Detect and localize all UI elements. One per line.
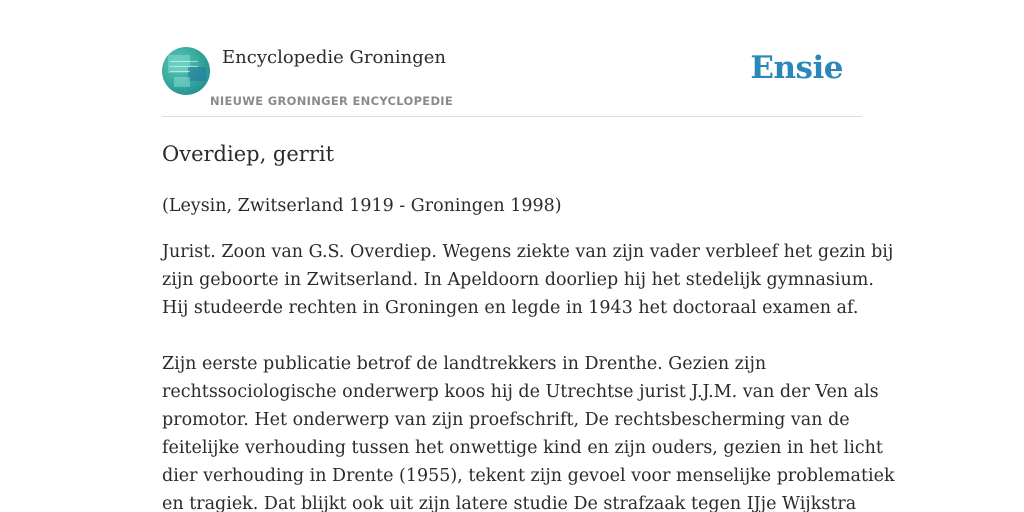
site-subtitle: NIEUWE GRONINGER ENCYCLOPEDIE <box>210 94 454 108</box>
paragraph-line: zijn geboorte in Zwitserland. In Apeldoorn doorliep hij het stedelijk gymnasium. <box>162 270 874 290</box>
paragraph-line: promotor. Het onderwerp van zijn proefschrift, De rechtsbescherming van de <box>162 410 850 430</box>
article-lifespan: (Leysin, Zwitserland 1919 - Groningen 1998) <box>162 196 562 216</box>
paragraph-line: dier verhouding in Drente (1955), tekent zijn gevoel voor menselijke problematiek <box>162 466 895 486</box>
paragraph-line: en tragiek. Dat blijkt ook uit zijn latere studie De strafzaak tegen IJje Wijkstra <box>162 494 857 512</box>
encyclopedie-groningen-logo-icon[interactable] <box>162 47 210 95</box>
article-paragraph-1 <box>162 238 894 322</box>
paragraph-line: Zijn eerste publicatie betrof de landtrekkers in Drenthe. Gezien zijn <box>162 354 767 374</box>
ensie-brand-logo[interactable]: Ensie <box>750 50 843 86</box>
site-header <box>162 46 862 117</box>
paragraph-line: feitelijke verhouding tussen het onwettige kind en zijn ouders, gezien in het licht <box>162 438 883 458</box>
paragraph-line: Jurist. Zoon van G.S. Overdiep. Wegens ziekte van zijn vader verbleef het gezin bij <box>162 242 894 262</box>
article-paragraph-2 <box>162 350 895 512</box>
article-title: Overdiep, gerrit <box>162 142 335 166</box>
site-title[interactable]: Encyclopedie Groningen <box>222 47 447 68</box>
paragraph-line: Hij studeerde rechten in Groningen en legde in 1943 het doctoraal examen af. <box>162 298 859 318</box>
paragraph-line: rechtssociologische onderwerp koos hij de Utrechtse jurist J.J.M. van der Ven als <box>162 382 879 402</box>
article-content <box>162 139 895 512</box>
